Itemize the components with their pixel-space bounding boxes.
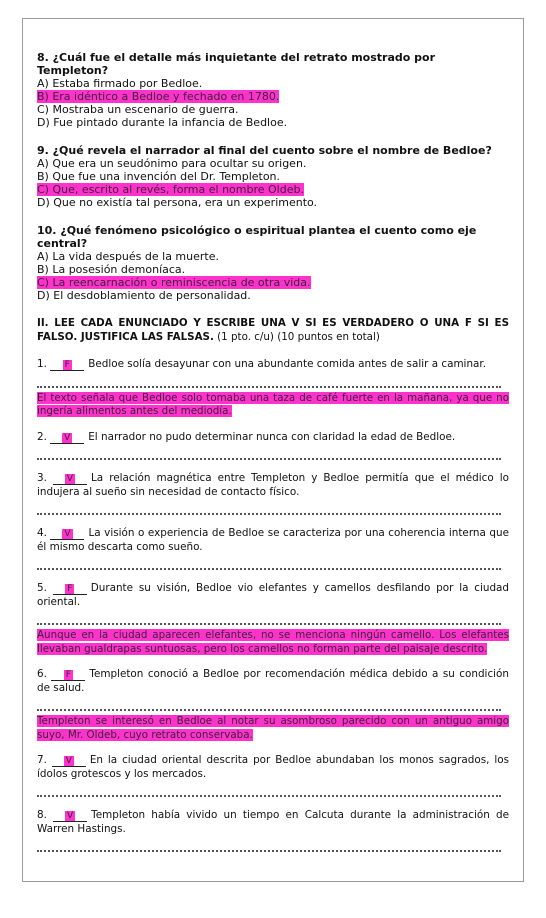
question-block xyxy=(37,51,509,129)
answer-option xyxy=(37,263,509,276)
tf-item xyxy=(37,472,509,527)
item-spacer xyxy=(37,419,509,431)
answer-text: B) La posesión demoníaca. xyxy=(37,263,186,276)
tf-statement xyxy=(37,809,509,836)
statement-text: Templeton conoció a Bedloe por recomendación médica debido a su condición de salud. xyxy=(37,668,509,694)
tf-statement xyxy=(37,754,509,781)
item-spacer xyxy=(37,797,509,809)
tf-statement xyxy=(37,431,509,445)
item-spacer xyxy=(37,656,509,668)
item-number: 4. xyxy=(37,527,47,539)
answer-option xyxy=(37,103,509,116)
question-title: 10. ¿Qué fenómeno psicológico o espiritual plantea el cuento como eje central? xyxy=(37,224,477,250)
statement-text: Templeton había vivido un tiempo en Calcuta durante la administración de Warren Hastings. xyxy=(37,809,509,835)
answer-mark: F xyxy=(64,360,70,370)
answer-option xyxy=(37,170,509,183)
answer-option xyxy=(37,116,509,129)
item-spacer xyxy=(37,742,509,754)
answer-mark: F xyxy=(65,670,71,680)
justification-line[interactable] xyxy=(37,789,501,797)
answer-text: B) Que fue una invención del Dr. Templeton. xyxy=(37,170,281,183)
answer-text: A) Que era un seudónimo para ocultar su origen. xyxy=(37,157,307,170)
answer-blank[interactable] xyxy=(53,809,87,822)
answer-mark: V xyxy=(64,432,71,443)
answer-blank[interactable] xyxy=(50,431,84,444)
question-title: 8. ¿Cuál fue el detalle más inquietante del retrato mostrado por Templeton? xyxy=(37,51,436,77)
answer-option xyxy=(37,196,509,209)
statement-text: En la ciudad oriental descrita por Bedloe abundaban los monos sagrados, los ídolos grotescos y los mercados. xyxy=(37,754,509,780)
item-number: 1. xyxy=(37,358,47,370)
tf-statement xyxy=(37,527,509,554)
justification xyxy=(37,392,509,419)
selected-answer-text: C) La reencarnación o reminiscencia de otra vida. xyxy=(37,276,311,289)
question-block xyxy=(37,224,509,302)
answer-text: D) Que no existía tal persona, era un experimento. xyxy=(37,196,318,209)
tf-statement xyxy=(37,472,509,499)
selected-answer-text: B) Era idéntico a Bedloe y fechado en 1780. xyxy=(37,90,280,103)
justification-line[interactable] xyxy=(37,380,501,388)
item-number: 5. xyxy=(37,582,47,594)
item-spacer xyxy=(37,852,509,864)
answer-option xyxy=(37,77,509,90)
justification-line[interactable] xyxy=(37,703,501,711)
answer-option xyxy=(37,289,509,302)
answer-text: D) Fue pintado durante la infancia de Bedloe. xyxy=(37,116,288,129)
statement-text: La visión o experiencia de Bedloe se caracteriza por una coherencia interna que él mismo descarta como sueño. xyxy=(37,527,509,553)
item-number: 6. xyxy=(37,668,47,680)
justification-line[interactable] xyxy=(37,562,501,570)
justification xyxy=(37,629,509,656)
answer-option xyxy=(37,90,509,103)
answer-option xyxy=(37,183,509,196)
tf-item xyxy=(37,582,509,668)
answer-mark: V xyxy=(67,811,74,821)
worksheet-page xyxy=(22,18,524,882)
answer-option xyxy=(37,250,509,263)
answer-option xyxy=(37,157,509,170)
answer-blank[interactable] xyxy=(50,358,84,371)
answer-blank[interactable] xyxy=(51,668,85,681)
justification-line[interactable] xyxy=(37,507,501,515)
tf-statement xyxy=(37,668,509,695)
answer-blank[interactable] xyxy=(50,527,84,540)
item-spacer xyxy=(37,570,509,582)
answer-mark: V xyxy=(65,756,72,766)
answer-option xyxy=(37,276,509,289)
tf-statement xyxy=(37,358,509,372)
tf-statement xyxy=(37,582,509,609)
multiple-choice-questions xyxy=(37,51,509,302)
tf-item xyxy=(37,431,509,473)
item-spacer xyxy=(37,515,509,527)
section-ii-heading: II. LEE CADA ENUNCIADO Y ESCRIBE UNA V SI ES VERDADERO O UNA F SI ES FALSO. JUSTIFICA LAS FALSAS. xyxy=(37,317,509,343)
selected-answer-text: C) Que, escrito al revés, forma el nombre Oldeb. xyxy=(37,183,304,196)
answer-blank[interactable] xyxy=(53,472,87,485)
tf-item xyxy=(37,358,509,431)
answer-text: A) Estaba firmado por Bedloe. xyxy=(37,77,203,90)
answer-text: D) El desdoblamiento de personalidad. xyxy=(37,289,251,302)
answer-mark: V xyxy=(66,474,74,484)
answer-blank[interactable] xyxy=(53,582,87,595)
item-number: 7. xyxy=(37,754,47,766)
statement-text: Bedloe solía desayunar con una abundante comida antes de salir a caminar. xyxy=(88,358,487,370)
question-title: 9. ¿Qué revela el narrador al final del cuento sobre el nombre de Bedloe? xyxy=(37,144,492,157)
statement-text: La relación magnética entre Templeton y Bedloe permitía que el médico lo indujera al sueño sin necesidad de contacto físico. xyxy=(37,472,509,498)
item-spacer xyxy=(37,460,509,472)
justification-line[interactable] xyxy=(37,844,501,852)
answer-mark: F xyxy=(67,584,73,594)
justification-line[interactable] xyxy=(37,452,501,460)
tf-item xyxy=(37,754,509,809)
item-number: 8. xyxy=(37,809,47,821)
justification-text: Aunque en la ciudad aparecen elefantes, no se menciona ningún camello. Los elefantes llevaban gualdrapas suntuosas, pero los camellos no forman parte del paisaje descrito. xyxy=(37,629,509,655)
justification xyxy=(37,715,509,742)
section-ii-points: (1 pto. c/u) (10 puntos en total) xyxy=(213,330,380,343)
justification-text: Templeton se interesó en Bedloe al notar su asombroso parecido con un antiguo amigo suyo, Mr. Oldeb, cuyo retrato conservaba. xyxy=(37,715,509,741)
question-block xyxy=(37,144,509,209)
statement-text: Durante su visión, Bedloe vio elefantes y camellos desfilando por la ciudad oriental. xyxy=(37,582,509,608)
statement-text: El narrador no pudo determinar nunca con claridad la edad de Bedloe. xyxy=(88,430,456,443)
answer-text: A) La vida después de la muerte. xyxy=(37,250,219,263)
answer-text: C) Mostraba un escenario de guerra. xyxy=(37,103,239,116)
item-number: 2. xyxy=(37,430,47,443)
true-false-items xyxy=(37,358,509,864)
justification-line[interactable] xyxy=(37,617,501,625)
tf-item xyxy=(37,527,509,582)
tf-item xyxy=(37,668,509,754)
answer-blank[interactable] xyxy=(52,754,86,767)
section-ii-instructions xyxy=(37,317,509,344)
answer-mark: V xyxy=(64,529,71,539)
item-number: 3. xyxy=(37,472,47,484)
justification-text: El texto señala que Bedloe solo tomaba una taza de café fuerte en la mañana, ya que no ingería alimentos antes del mediodía. xyxy=(37,391,509,417)
tf-item xyxy=(37,809,509,864)
